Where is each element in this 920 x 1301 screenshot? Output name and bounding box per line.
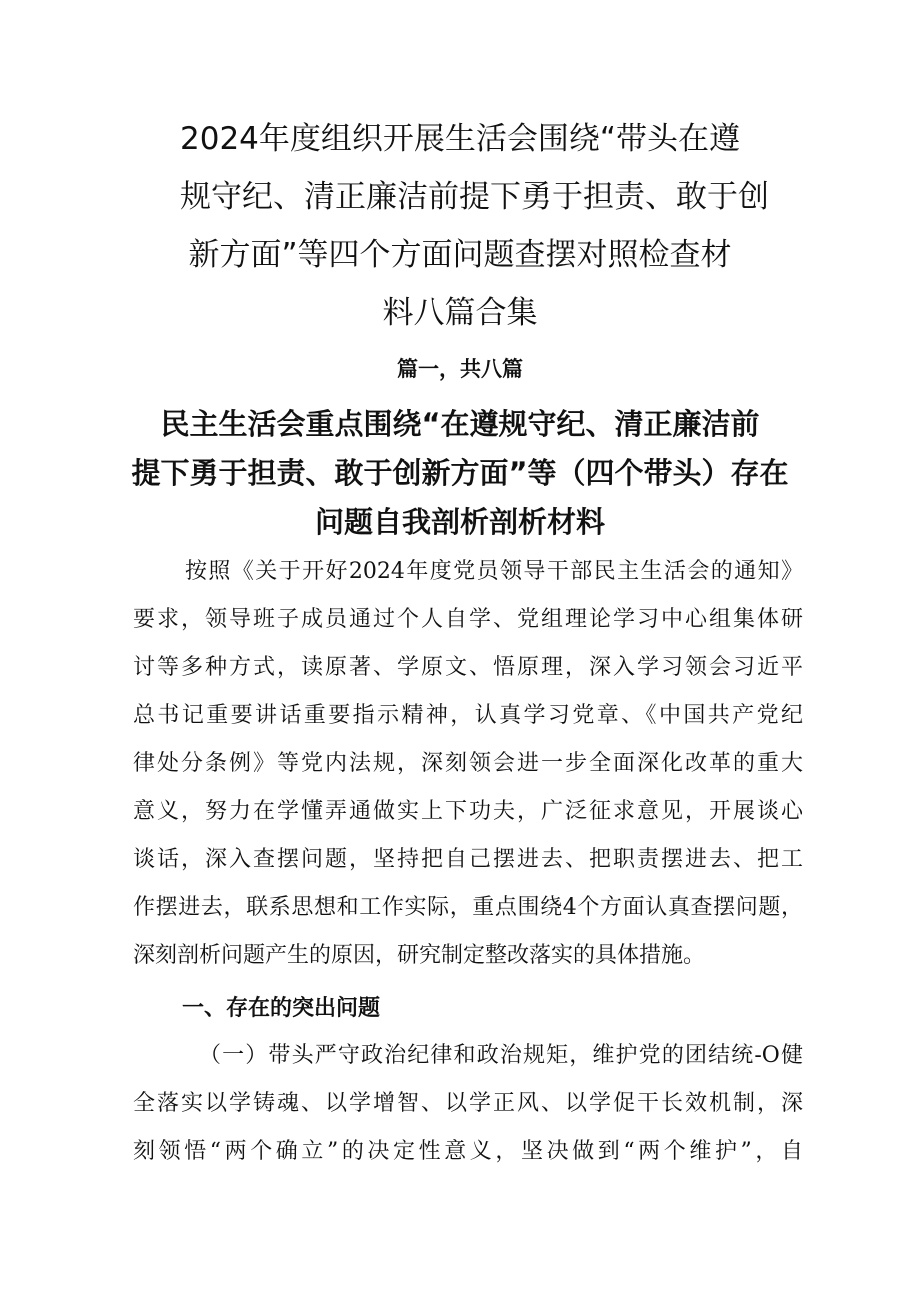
document-title-line: 新方面”等四个方面问题查摆对照检查材 xyxy=(188,237,732,273)
intro-paragraph xyxy=(133,548,803,980)
paragraph-line: 要求，领导班子成员通过个人自学、党组理论学习中心组集体研 xyxy=(133,607,803,632)
paragraph-line: 讨等多种方式，读原著、学原文、悟原理，深入学习领会习近平 xyxy=(133,655,803,680)
section-title-line: 民主生活会重点围绕“在遵规守纪、清正廉洁前 xyxy=(160,407,760,441)
section-title-line: 提下勇于担责、敢于创新方面”等（四个带头）存在 xyxy=(131,456,789,490)
section-title xyxy=(120,400,800,547)
section-heading: 一、存在的突出问题 xyxy=(182,995,381,1021)
paragraph-line: 按照《关于开好2024年度党员领导干部民主生活会的通知》 xyxy=(185,559,803,584)
paragraph-line: 刻领悟“两个确立”的决定性意义，坚决做到“两个维护”，自 xyxy=(133,1139,803,1164)
paragraph-line: 谈话，深入查摆问题，坚持把自己摆进去、把职责摆进去、把工 xyxy=(133,847,803,872)
document-title-line: 2024年度组织开展生活会围绕“带头在遵 xyxy=(180,121,740,157)
document-title xyxy=(180,110,769,342)
paragraph-line: 全落实以学铸魂、以学增智、以学正风、以学促干长效机制，深 xyxy=(133,1091,803,1116)
paragraph-line: 意义，努力在学懂弄通做实上下功夫，广泛征求意见，开展谈心 xyxy=(133,799,803,824)
paragraph-line: 深刻剖析问题产生的原因，研究制定整改落实的具体措施。 xyxy=(133,943,706,968)
paragraph-line: 律处分条例》等党内法规，深刻领会进一步全面深化改革的重大 xyxy=(133,751,803,776)
paragraph-line: 作摆进去，联系思想和工作实际，重点围绕4个方面认真查摆问题， xyxy=(133,895,803,920)
document-title-line: 料八篇合集 xyxy=(382,295,538,331)
point-paragraph xyxy=(133,1032,803,1176)
document-title-line: 规守纪、清正廉洁前提下勇于担责、敢于创 xyxy=(180,179,769,215)
section-title-line: 问题自我剖析剖析材料 xyxy=(314,505,605,539)
paragraph-line: 总书记重要讲话重要指示精神，认真学习党章、《中国共产党纪 xyxy=(133,703,803,728)
part-label: 篇一，共八篇 xyxy=(397,356,523,381)
paragraph-line: （一）带头严守政治纪律和政治规矩，维护党的团结统-O健 xyxy=(199,1043,803,1068)
